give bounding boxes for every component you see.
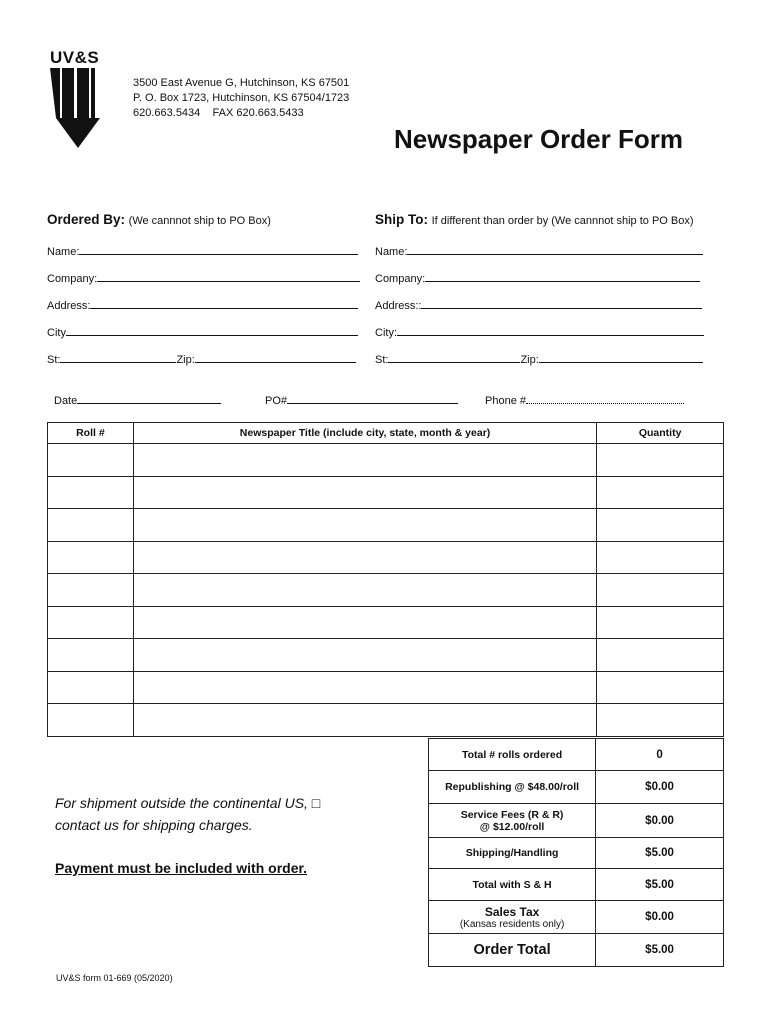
shipping-row	[429, 838, 724, 869]
quantity-header: Quantity	[597, 423, 724, 444]
table-row	[48, 639, 724, 672]
ordered-by-city-field[interactable]	[47, 324, 358, 339]
table-row	[48, 444, 724, 477]
zip-input-line[interactable]	[195, 351, 356, 363]
order-total-row	[429, 934, 724, 967]
newspaper-title-cell[interactable]	[133, 606, 597, 639]
roll-number-cell[interactable]	[48, 606, 134, 639]
form-footer: UV&S form 01-669 (05/2020)	[56, 973, 173, 983]
roll-number-header: Roll #	[48, 423, 134, 444]
quantity-cell[interactable]	[597, 509, 724, 542]
company-input-line[interactable]	[425, 270, 700, 282]
ordered-by-st-zip-field[interactable]	[47, 351, 356, 366]
city-input-line[interactable]	[397, 324, 704, 336]
service-fees-row	[429, 804, 724, 838]
newspaper-title-cell[interactable]	[133, 671, 597, 704]
date-field[interactable]	[54, 392, 221, 407]
ship-to-label: Ship To:	[375, 212, 428, 227]
newspaper-title-header: Newspaper Title (include city, state, month & year)	[133, 423, 597, 444]
ship-to-address-field[interactable]	[375, 297, 702, 312]
ship-to-st-zip-field[interactable]	[375, 351, 703, 366]
ship-to-company-field[interactable]	[375, 270, 700, 285]
republishing-value: $0.00	[596, 771, 724, 804]
ship-to-heading	[375, 212, 694, 227]
sales-tax-note: (Kansas residents only)	[459, 918, 565, 930]
quantity-cell[interactable]	[597, 704, 724, 737]
total-rolls-value: 0	[596, 739, 724, 771]
field-label: Phone #	[485, 395, 526, 407]
ordered-by-note: (We cannnot ship to PO Box)	[128, 215, 271, 227]
roll-number-cell[interactable]	[48, 671, 134, 704]
newspaper-title-cell[interactable]	[133, 509, 597, 542]
sales-tax-label	[429, 901, 596, 934]
address-input-line[interactable]	[421, 297, 702, 309]
total-rolls-label: Total # rolls ordered	[429, 739, 596, 771]
service-fees-label-line1: Service Fees (R & R)	[460, 808, 564, 821]
total-sh-label: Total with S & H	[429, 869, 596, 901]
sales-tax-title: Sales Tax	[484, 904, 540, 919]
total-sh-row	[429, 869, 724, 901]
ordered-by-company-field[interactable]	[47, 270, 360, 285]
newspaper-title-cell[interactable]	[133, 541, 597, 574]
republishing-label: Republishing @ $48.00/roll	[429, 771, 596, 804]
quantity-cell[interactable]	[597, 541, 724, 574]
company-input-line[interactable]	[97, 270, 360, 282]
republishing-row	[429, 771, 724, 804]
shipping-label: Shipping/Handling	[429, 838, 596, 869]
total-rolls-row	[429, 739, 724, 771]
name-input-line[interactable]	[79, 243, 358, 255]
table-row	[48, 704, 724, 737]
state-input-line[interactable]	[60, 351, 176, 363]
zip-input-line[interactable]	[539, 351, 703, 363]
order-table	[47, 422, 724, 737]
payment-note	[55, 860, 307, 876]
roll-number-cell[interactable]	[48, 574, 134, 607]
newspaper-title-cell[interactable]	[133, 704, 597, 737]
roll-number-cell[interactable]	[48, 541, 134, 574]
shipping-value: $5.00	[596, 838, 724, 869]
sales-tax-value: $0.00	[596, 901, 724, 934]
field-label: Name:	[375, 246, 408, 258]
service-fees-label	[429, 804, 596, 838]
field-label: Company:	[375, 273, 426, 285]
shipment-note-line2: contact us for shipping charges.	[55, 817, 253, 833]
ordered-by-address-field[interactable]	[47, 297, 358, 312]
field-label: Zip:	[176, 354, 195, 366]
order-total-value: $5.00	[596, 934, 724, 967]
address-input-line[interactable]	[90, 297, 358, 309]
shipment-note-line1: For shipment outside the continental US, □	[55, 795, 321, 811]
newspaper-title-cell[interactable]	[133, 574, 597, 607]
field-label: Address::	[375, 300, 422, 312]
newspaper-title-cell[interactable]	[133, 476, 597, 509]
quantity-cell[interactable]	[597, 444, 724, 477]
quantity-cell[interactable]	[597, 671, 724, 704]
ship-to-city-field[interactable]	[375, 324, 704, 339]
date-input-line[interactable]	[77, 392, 221, 404]
sales-tax-row	[429, 901, 724, 934]
quantity-cell[interactable]	[597, 476, 724, 509]
quantity-cell[interactable]	[597, 639, 724, 672]
ship-to-note: If different than order by (We cannnot ship to PO Box)	[431, 215, 694, 227]
field-label: Company:	[47, 273, 98, 285]
quantity-cell[interactable]	[597, 574, 724, 607]
company-logo-text: UV&S	[50, 48, 100, 67]
table-row	[48, 476, 724, 509]
table-row	[48, 574, 724, 607]
ordered-by-heading	[47, 212, 271, 227]
ship-to-name-field[interactable]	[375, 243, 703, 258]
roll-number-cell[interactable]	[48, 444, 134, 477]
field-label: Address:	[47, 300, 91, 312]
roll-number-cell[interactable]	[48, 704, 134, 737]
payment-note-text: Payment must be included with order.	[55, 860, 308, 876]
address-line-2: P. O. Box 1723, Hutchinson, KS 67504/1723	[133, 92, 350, 104]
table-row	[48, 509, 724, 542]
quantity-cell[interactable]	[597, 606, 724, 639]
name-input-line[interactable]	[407, 243, 703, 255]
roll-number-cell[interactable]	[48, 509, 134, 542]
po-field[interactable]	[265, 392, 458, 407]
shipment-note	[55, 792, 320, 836]
roll-number-cell[interactable]	[48, 476, 134, 509]
roll-number-cell[interactable]	[48, 639, 134, 672]
city-input-line[interactable]	[66, 324, 358, 336]
order-total-label: Order Total	[429, 934, 596, 967]
totals-table	[428, 738, 724, 967]
phone-input-line[interactable]	[526, 392, 684, 404]
address-line-1: 3500 East Avenue G, Hutchinson, KS 67501	[133, 77, 350, 89]
address-phone-fax: 620.663.5434 FAX 620.663.5433	[133, 107, 304, 119]
table-row	[48, 541, 724, 574]
company-logo-arrow-icon	[48, 68, 108, 152]
field-label: St:	[375, 354, 389, 366]
form-title: Newspaper Order Form	[394, 124, 683, 154]
ordered-by-name-field[interactable]	[47, 243, 358, 258]
newspaper-title-cell[interactable]	[133, 444, 597, 477]
service-fees-label-line2: @ $12.00/roll	[479, 820, 545, 833]
phone-field[interactable]	[485, 392, 684, 407]
total-sh-value: $5.00	[596, 869, 724, 901]
table-header-row	[48, 423, 724, 444]
field-label: Zip:	[520, 354, 539, 366]
state-input-line[interactable]	[388, 351, 520, 363]
newspaper-title-cell[interactable]	[133, 639, 597, 672]
field-label: Name:	[47, 246, 80, 258]
ordered-by-label: Ordered By:	[47, 212, 126, 227]
field-label: City	[47, 327, 66, 339]
po-input-line[interactable]	[287, 392, 458, 404]
field-label: PO#	[265, 395, 288, 407]
field-label: St:	[47, 354, 61, 366]
field-label: Date	[54, 395, 78, 407]
field-label: City:	[375, 327, 397, 339]
table-row	[48, 606, 724, 639]
service-fees-value: $0.00	[596, 804, 724, 838]
table-row	[48, 671, 724, 704]
